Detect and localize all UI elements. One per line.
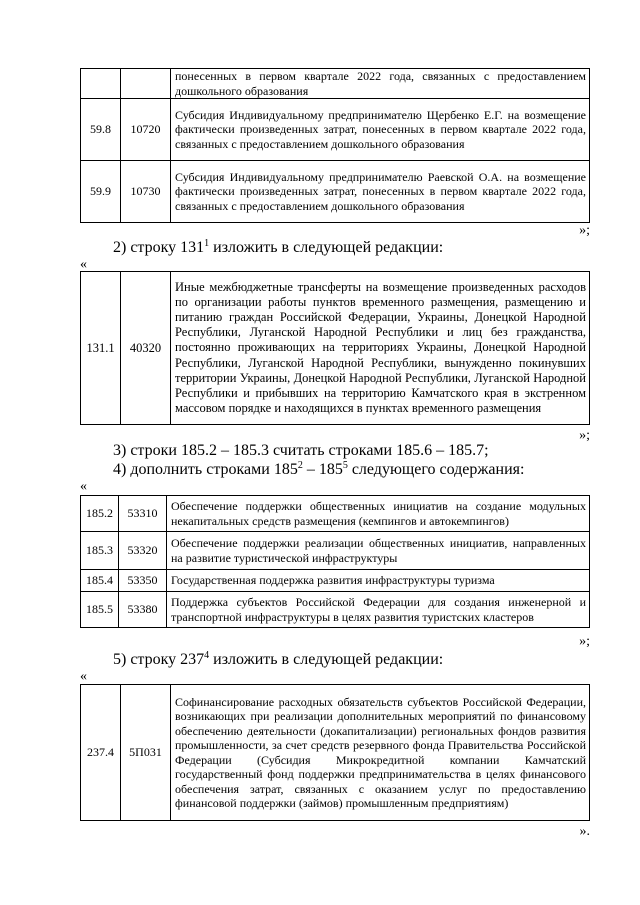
table-row xyxy=(81,496,590,532)
row-text: Обеспечение поддержки реализации общественных инициатив, направленных на развитие туристической инфраструктуры xyxy=(167,532,590,570)
paragraph-item-2 xyxy=(113,239,443,257)
paragraph-item-5 xyxy=(113,651,443,669)
superscript: 1 xyxy=(204,238,210,249)
row-code: 185.5 xyxy=(81,592,119,628)
table-row xyxy=(81,161,590,223)
opening-quote: « xyxy=(80,479,87,494)
superscript: 4 xyxy=(204,650,210,661)
row-kvr: 53350 xyxy=(119,570,167,592)
row-code: 59.8 xyxy=(81,99,121,161)
row-kvr xyxy=(121,69,171,99)
table-row xyxy=(81,69,590,99)
table-row xyxy=(81,570,590,592)
superscript: 2 xyxy=(297,460,303,471)
row-kvr: 10720 xyxy=(121,99,171,161)
row-code: 59.9 xyxy=(81,161,121,223)
row-text: Иные межбюджетные трансферты на возмещение произведенных расходов по организации работы пунктов временного размещения, размещению и питанию граждан Российской Федерации, Украины, Донецкой Народной Республики, Луганской Народной Республики и лиц без гражданства, постоянно проживающих на территориях Украины, Донецкой Народной Республики, Луганской Народной Республики, вынужденно покинувших территории Украины, Донецкой Народной Республики, Луганской Народной Республики и прибывших на территорию Камчатского края в экстренном массовом порядке и находящихся в пунктах временного размещения xyxy=(171,272,590,425)
table-row xyxy=(81,685,590,821)
closing-quote: ». xyxy=(579,824,590,839)
row-code: 185.2 xyxy=(81,496,119,532)
table-row-131 xyxy=(80,271,590,425)
row-text: Софинансирование расходных обязательств субъектов Российской Федерации, возникающих при реализации дополнительных мероприятий по финансовому обеспечению деятельности (докапитализации) региональных фондов развития промышленности, за счет средств резервного фонда Правительства Российской Федерации (Субсидия Микрокредитной компании Камчатский государственный фонд поддержки предпринимательства в целях финансового обеспечения затрат, связанных с оказанием услуг по предоставлению финансовой поддержки (займов) промышленным предприятиям) xyxy=(171,685,590,821)
row-text: Поддержка субъектов Российской Федерации для создания инженерной и транспортной инфраструктуры в целях развития туристских кластеров xyxy=(167,592,590,628)
row-code: 237.4 xyxy=(81,685,121,821)
para-text: изложить в следующей редакции: xyxy=(209,651,444,668)
row-text: Обеспечение поддержки общественных инициатив на создание модульных некапитальных средств размещения (кемпингов и автокемпингов) xyxy=(167,496,590,532)
para-text: – 185 xyxy=(302,461,343,478)
row-code: 185.4 xyxy=(81,570,119,592)
table-row xyxy=(81,532,590,570)
table-row xyxy=(81,272,590,425)
row-text: Субсидия Индивидуальному предпринимателю Щербенко Е.Г. на возмещение фактически произведенных затрат, понесенных в первом квартале 2022 года, связанных с предоставлением дошкольного образования xyxy=(171,99,590,161)
row-kvr: 10730 xyxy=(121,161,171,223)
row-code: 131.1 xyxy=(81,272,121,425)
paragraph-item-4 xyxy=(113,461,524,479)
superscript: 5 xyxy=(342,460,348,471)
paragraph-item-3: 3) строки 185.2 – 185.3 считать строками 185.6 – 185.7; xyxy=(113,442,489,459)
row-code: 185.3 xyxy=(81,532,119,570)
row-kvr: 53310 xyxy=(119,496,167,532)
opening-quote: « xyxy=(80,257,87,272)
para-text: изложить в следующей редакции: xyxy=(209,239,444,256)
row-kvr: 40320 xyxy=(121,272,171,425)
table-rows-185 xyxy=(80,495,590,628)
row-text: Государственная поддержка развития инфраструктуры туризма xyxy=(167,570,590,592)
closing-quote: »; xyxy=(579,223,590,238)
para-text: 2) строку 131 xyxy=(113,239,205,256)
closing-quote: »; xyxy=(579,428,590,443)
table-row xyxy=(81,99,590,161)
row-code xyxy=(81,69,121,99)
table-row-237 xyxy=(80,684,590,821)
row-kvr: 53320 xyxy=(119,532,167,570)
table-row xyxy=(81,592,590,628)
row-kvr: 53380 xyxy=(119,592,167,628)
row-text: Субсидия Индивидуальному предпринимателю Раевской О.А. на возмещение фактически произведенных затрат, понесенных в первом квартале 2022 года, связанных с предоставлением дошкольного образования xyxy=(171,161,590,223)
row-text: понесенных в первом квартале 2022 года, связанных с предоставлением дошкольного образования xyxy=(171,69,590,99)
para-text: следующего содержания: xyxy=(347,461,525,478)
row-kvr: 5П031 xyxy=(121,685,171,821)
closing-quote: »; xyxy=(579,634,590,649)
opening-quote: « xyxy=(80,669,87,684)
table-continuation xyxy=(80,68,590,223)
para-text: 4) дополнить строками 185 xyxy=(113,461,298,478)
para-text: 5) строку 237 xyxy=(113,651,205,668)
